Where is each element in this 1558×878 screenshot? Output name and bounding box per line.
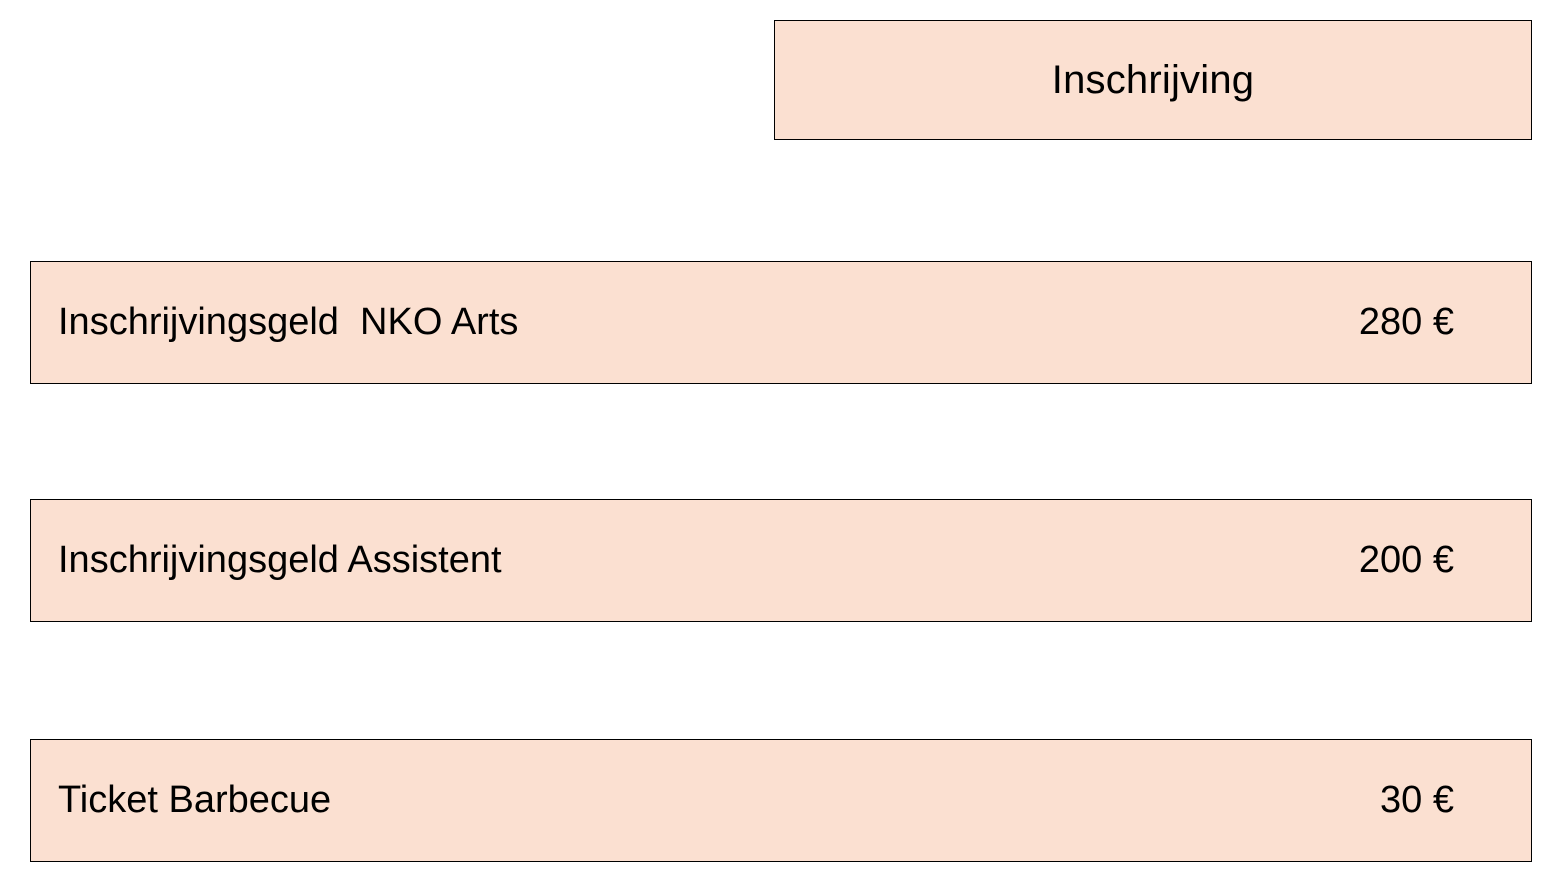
page-title: Inschrijving — [1051, 58, 1255, 102]
row-label: Inschrijvingsgeld NKO Arts — [58, 301, 519, 343]
row-label: Inschrijvingsgeld Assistent — [58, 539, 502, 581]
table-row — [30, 739, 1532, 862]
row-price: 200 € — [1358, 539, 1454, 581]
row-price: 280 € — [1358, 301, 1454, 343]
header-panel — [774, 20, 1532, 140]
row-label: Ticket Barbecue — [58, 779, 332, 821]
table-row — [30, 261, 1532, 384]
table-row — [30, 499, 1532, 622]
row-price: 30 € — [1380, 779, 1454, 821]
